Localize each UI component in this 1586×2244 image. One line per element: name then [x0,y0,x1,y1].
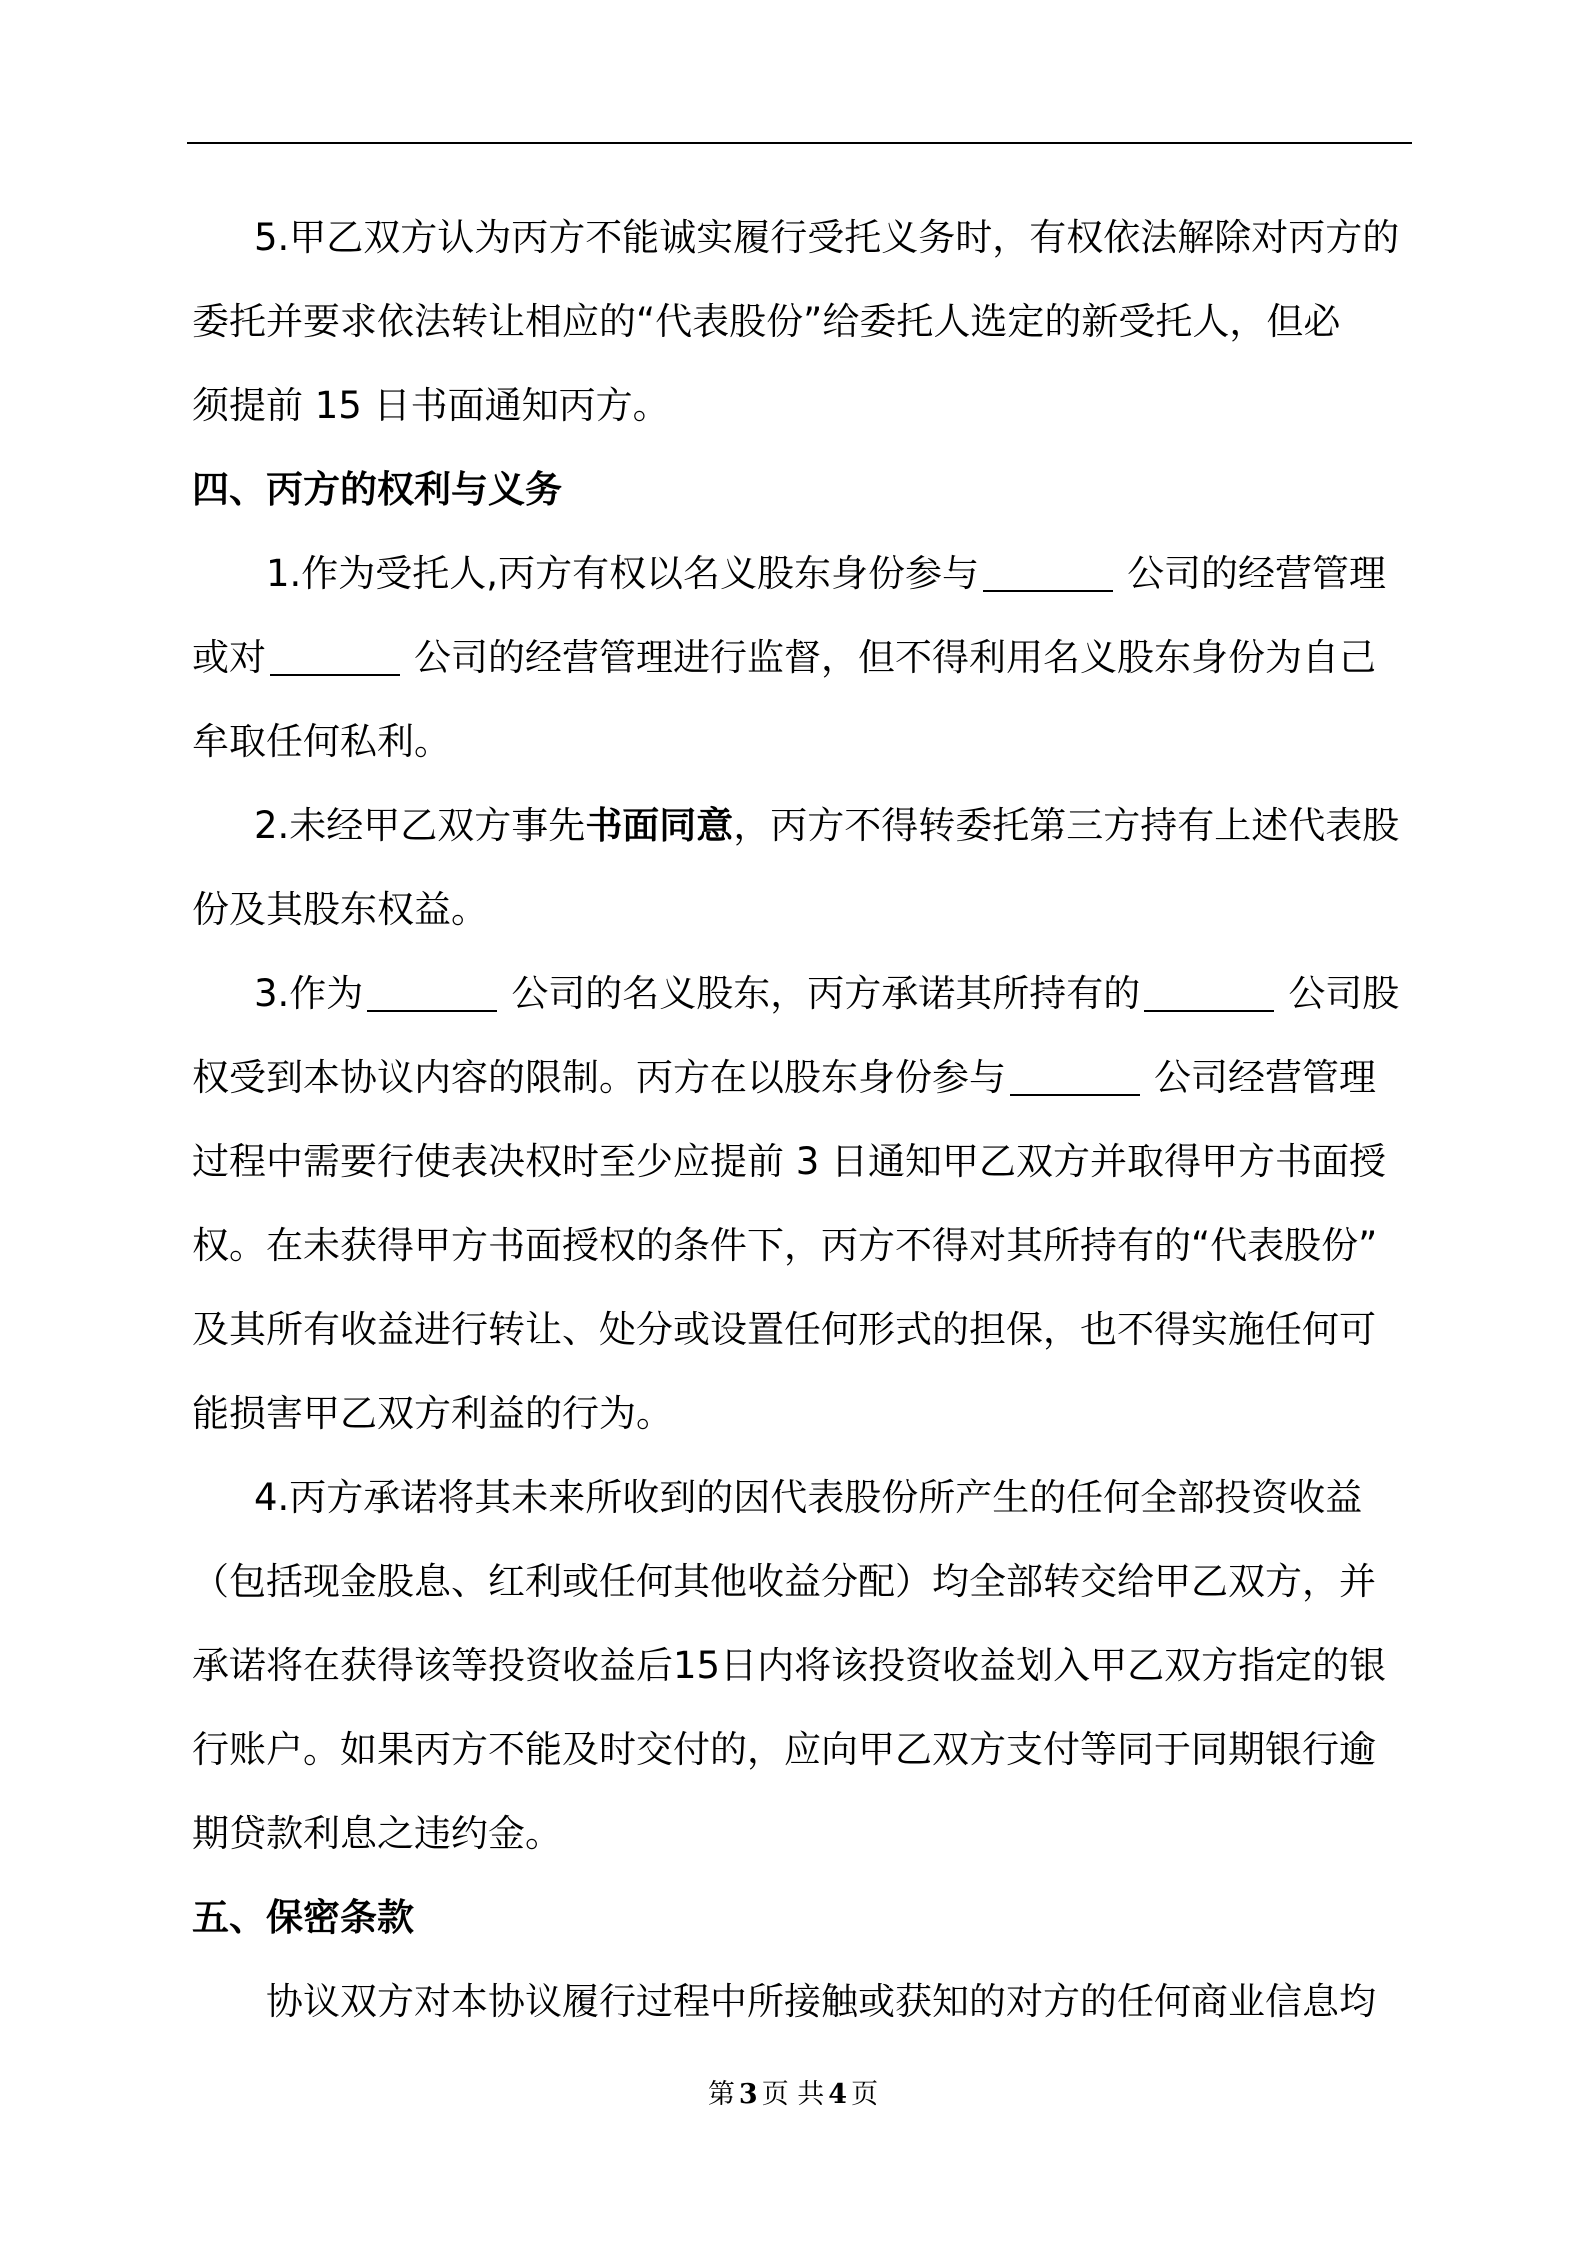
s4-item3-line-3: 过程中需要行使表决权时至少应提前 3 日通知甲乙双方并取得甲方书面授 [192,1140,1387,1183]
s4-item4-line-3: 承诺将在获得该等投资收益后15日内将该投资收益划入甲乙双方指定的银 [192,1644,1387,1687]
clause-5-line-3: 须提前 15 日书面通知丙方。 [192,384,670,427]
header-rule [187,142,1412,144]
blank-field [1010,1056,1140,1096]
blank-field [983,552,1113,592]
s4-item2-text-b: ，丙方不得转委托第三方持有上述代表股 [733,804,1400,847]
page-current: 3 [738,2079,758,2110]
s4-item1-line-2 [192,616,1407,700]
s4-item2-line-2: 份及其股东权益。 [192,888,488,931]
s4-item3-text-e: 公司经营管理 [1154,1056,1376,1099]
page-total: 4 [828,2079,848,2110]
s4-item1-line-1 [192,532,1407,616]
s4-item4-line-5: 期贷款利息之违约金。 [192,1812,562,1855]
s4-item3-text-d: 权受到本协议内容的限制。丙方在以股东身份参与 [192,1056,1006,1099]
s4-item1-line-3: 牟取任何私利。 [192,720,451,763]
blank-field [1144,972,1274,1012]
s4-item3-line-6: 能损害甲乙双方利益的行为。 [192,1392,673,1435]
s4-item3-text-b: 公司的名义股东，丙方承诺其所持有的 [511,972,1141,1015]
s4-item3-line-2 [192,1036,1407,1120]
s4-item4-line-2: （包括现金股息、红利或任何其他收益分配）均全部转交给甲乙双方，并 [192,1560,1376,1603]
page-suffix: 页 [851,2079,879,2110]
blank-field [270,636,400,676]
s4-item2-emphasis: 书面同意 [585,804,734,847]
s4-item3-line-5: 及其所有收益进行转让、处分或设置任何形式的担保，也不得实施任何可 [192,1308,1376,1351]
page-prefix: 第 [707,2079,735,2110]
s4-item3-line-1 [192,952,1407,1036]
s4-item1-text-a: 1.作为受托人,丙方有权以名义股东身份参与 [266,552,980,595]
section-5-title: 五、保密条款 [192,1896,414,1939]
s4-item3-text-a: 3.作为 [254,972,364,1015]
s4-item2-line-1 [192,784,1407,868]
s4-item1-text-c: 或对 [192,636,266,679]
s4-item1-text-b: 公司的经营管理 [1127,552,1387,595]
section-4-title: 四、丙方的权利与义务 [192,468,562,511]
s5-line-1: 协议双方对本协议履行过程中所接触或获知的对方的任何商业信息均 [266,1980,1376,2023]
s4-item4-line-4: 行账户。如果丙方不能及时交付的，应向甲乙双方支付等同于同期银行逾 [192,1728,1376,1771]
s4-item3-line-4: 权。在未获得甲方书面授权的条件下，丙方不得对其所持有的“代表股份” [192,1224,1378,1267]
s4-item3-text-c: 公司股 [1288,972,1400,1015]
clause-5-line-1: 5.甲乙双方认为丙方不能诚实履行受托义务时，有权依法解除对丙方的 [254,216,1400,259]
s4-item1-text-d: 公司的经营管理进行监督，但不得利用名义股东身份为自己 [414,636,1376,679]
document-body [192,196,1407,2044]
page-footer [0,2072,1586,2111]
s4-item4-line-1: 4.丙方承诺将其未来所收到的因代表股份所产生的任何全部投资收益 [254,1476,1363,1519]
s4-item2-text-a: 2.未经甲乙双方事先 [254,804,586,847]
clause-5-line-2: 委托并要求依法转让相应的“代表股份”给委托人选定的新受托人，但必 [192,300,1341,343]
page-mid: 页 共 [761,2079,825,2110]
blank-field [367,972,497,1012]
